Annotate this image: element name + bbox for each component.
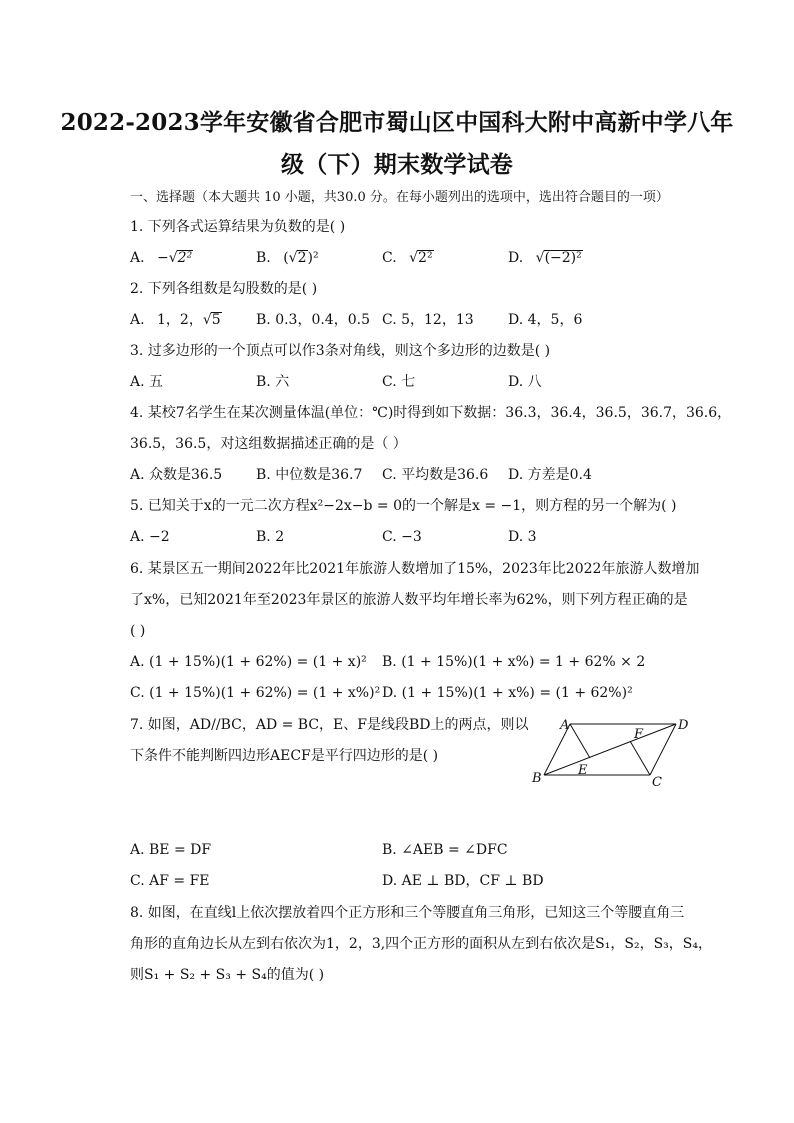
q3-option-c: C. 七 (382, 374, 416, 390)
q1-option-b: B. (√2)² (256, 250, 319, 266)
q1-option-c: C. √2² (382, 250, 433, 266)
q7-option-c: C. AF = FE (130, 873, 210, 889)
q8-stem-line-2: 角形的直角边长从左到右依次为1，2，3,四个正方形的面积从左到右依次是S₁，S₂，S₃，S₄， (130, 936, 712, 952)
radicand: 2 (297, 250, 307, 266)
q7-stem-line-2: 下条件不能判断四边形AECF是平行四边形的是( ) (130, 748, 439, 764)
exam-title-line-1: 2022-2023学年安徽省合肥市蜀山区中国科大附中高新中学八年 (60, 109, 734, 136)
q4-option-d: D. 方差是0.4 (508, 467, 592, 483)
q3-option-a: A. 五 (130, 374, 164, 390)
q4-option-c: C. 平均数是36.6 (382, 467, 489, 483)
q2-option-c: C. 5，12，13 (382, 312, 474, 328)
option-text: 1，2， (157, 312, 203, 328)
q3-option-d: D. 八 (508, 374, 542, 390)
q3-option-b: B. 六 (256, 374, 290, 390)
q7-parallelogram-figure (528, 712, 708, 792)
q7-option-d: D. AE ⊥ BD，CF ⊥ BD (382, 873, 544, 889)
label-c: C (652, 775, 662, 790)
label-b: B (532, 771, 542, 786)
q2-option-b: B. 0.3，0.4，0.5 (256, 312, 370, 328)
segment-fc (630, 741, 650, 775)
q4-option-b: B. 中位数是36.7 (256, 467, 363, 483)
label-a: A (560, 718, 570, 733)
q7-option-b: B. ∠AEB = ∠DFC (382, 842, 508, 858)
q3-stem: 3. 过多边形的一个顶点可以作3条对角线，则这个多边形的边数是( ) (130, 343, 551, 359)
label-d: D (678, 718, 689, 733)
q5-option-d: D. 3 (508, 529, 537, 545)
q8-stem-line-1: 8. 如图，在直线l上依次摆放着四个正方形和三个等腰直角三角形，已知这三个等腰直角三 (130, 905, 685, 921)
q5-option-c: C. −3 (382, 529, 422, 545)
q6-option-b: B. (1 + 15%)(1 + x%) = 1 + 62% × 2 (382, 654, 646, 670)
exam-title-line-2: 级（下）期末数学试卷 (281, 151, 513, 178)
label-f: F (634, 727, 644, 742)
q5-stem: 5. 已知关于x的一元二次方程x²−2x−b = 0的一个解是x = −1，则方程的另一个解为( ) (130, 498, 677, 514)
q6-stem-line-3: ( ) (130, 623, 146, 639)
q2-option-d: D. 4，5，6 (508, 312, 583, 328)
option-label: D. (508, 250, 524, 266)
radicand: 2² (418, 250, 433, 266)
paren: ( (283, 250, 289, 266)
radicand: 2² (177, 250, 193, 266)
q6-option-a: A. (1 + 15%)(1 + 62%) = (1 + x)² (130, 654, 367, 670)
q1-option-d: D. √(−2)² (508, 250, 582, 266)
radicand: 5 (211, 312, 221, 328)
q6-option-d: D. (1 + 15%)(1 + x%) = (1 + 62%)² (382, 685, 633, 701)
q5-option-b: B. 2 (256, 529, 285, 545)
option-label: A. (130, 250, 145, 266)
option-label: C. (382, 250, 397, 266)
minus-sign: − (157, 250, 169, 266)
segment-ae (570, 724, 590, 758)
q4-option-a: A. 众数是36.5 (130, 467, 223, 483)
q6-stem-line-1: 6. 某景区五一期间2022年比2021年旅游人数增加了15%，2023年比2022年旅游人数增加 (130, 561, 700, 577)
section-heading: 一、选择题（本大题共 10 小题，共30.0 分。在每小题列出的选项中，选出符合题目的一项） (130, 190, 669, 205)
paren-squared: )² (307, 250, 319, 266)
option-label: B. (256, 250, 271, 266)
q7-stem-line-1: 7. 如图，AD//BC，AD = BC，E、F是线段BD上的两点，则以 (130, 717, 529, 733)
q4-stem-line-1: 4. 某校7名学生在某次测量体温(单位：℃)时得到如下数据：36.3，36.4，36.5，36.7，36.6， (130, 405, 732, 421)
q6-option-c: C. (1 + 15%)(1 + 62%) = (1 + x%)² (130, 685, 381, 701)
option-label: A. (130, 312, 145, 328)
q1-option-a: A. −√2² (130, 250, 193, 266)
q2-option-a: A. 1，2，√5 (130, 312, 221, 328)
q2-stem: 2. 下列各组数是勾股数的是( ) (130, 281, 318, 297)
q7-option-a: A. BE = DF (130, 842, 212, 858)
q6-stem-line-2: 了x%，已知2021年至2023年景区的旅游人数平均年增长率为62%，则下列方程正确的是 (130, 592, 688, 608)
label-e: E (578, 763, 588, 778)
q5-option-a: A. −2 (130, 529, 170, 545)
q8-stem-line-3: 则S₁ + S₂ + S₃ + S₄的值为( ) (130, 967, 325, 983)
q1-stem: 1. 下列各式运算结果为负数的是( ) (130, 219, 346, 235)
segment-dc (650, 724, 676, 775)
radicand: (−2)² (544, 250, 582, 266)
q4-stem-line-2: 36.5，36.5，对这组数据描述正确的是（ ） (130, 436, 407, 452)
